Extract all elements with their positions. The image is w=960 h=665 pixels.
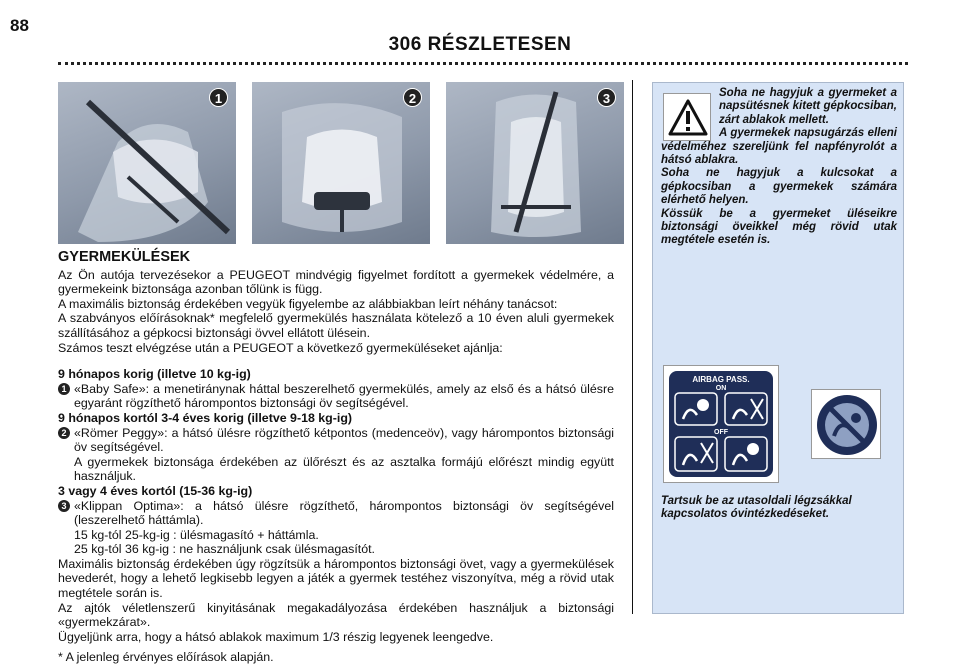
age-group-heading-1: 9 hónapos korig (illetve 10 kg-ig)	[58, 367, 251, 382]
seat-item-2	[58, 426, 614, 455]
item-number-badge: 3	[58, 500, 70, 512]
airbag-pass-sticker	[669, 371, 773, 477]
seat-item-note: A gyermekek biztonsága érdekében az ülőrészt és az asztalka formájú előrészt mindig együtt használjuk.	[74, 454, 614, 484]
item-number-badge: 2	[58, 427, 70, 439]
age-group-heading-3: 3 vagy 4 éves kortól (15-36 kg-ig)	[58, 483, 253, 498]
sidebar-paragraph: A gyermekek napsugárzás elleni védelméhez szereljünk fel napfényrolót a hátsó ablakra.	[661, 127, 897, 167]
no-airbag-prohibition-icon	[814, 392, 880, 458]
child-seat-illustration-1	[58, 82, 236, 244]
photo-baby-safe-seat	[58, 82, 236, 244]
seat-item-3	[58, 499, 614, 528]
section-heading: GYERMEKÜLÉSEK	[58, 249, 191, 265]
airbag-pass-title: AIRBAG PASS.	[692, 375, 750, 384]
sidebar-paragraph: Soha ne hagyjuk a gyermeket a napsütésnek kitett gépkocsiban, zárt ablakok mellett.	[719, 87, 897, 126]
child-seat-illustration-3	[446, 82, 624, 244]
column-divider	[632, 80, 633, 614]
seat-item-text: «Baby Safe»: a menetiránynak háttal beszerelhető gyermekülés, amely az első és a hátsó ülésre egyaránt rögzíthető hárompontos biztonsági öv segítségével.	[74, 381, 614, 411]
photo-number-badge: 3	[597, 88, 616, 107]
closing-paragraph: Maximális biztonság érdekében úgy rögzítsük a hárompontos biztonsági övet, vagy a gyermekülések hevederét, hogy a lehető legkisebb legyen a játék a gyermek testéhez viszonyítva, még a rövid utak megtétele során is.	[58, 556, 614, 601]
seat-item-text: «Klippan Optima»: a hátsó ülésre rögzíthető, hárompontos biztonsági öv segítségével (leszerelhető háttámla).	[74, 498, 614, 528]
header-divider	[58, 62, 908, 65]
child-seat-illustration-2	[252, 82, 430, 244]
footnote: * A jelenleg érvényes előírások alapján.	[58, 650, 274, 665]
photo-number-badge: 1	[209, 88, 228, 107]
airbag-pass-label	[663, 365, 779, 483]
weight-range-line: 25 kg-tól 36 kg-ig : ne használjunk csak ülésmagasítót.	[74, 542, 375, 557]
airbag-off-label: OFF	[714, 429, 728, 436]
main-text-column	[58, 250, 614, 665]
sidebar-warning-text	[661, 87, 897, 248]
sidebar-paragraph: Soha ne hagyjuk a kulcsokat a gépkocsiban a gyermekek számára elérhető helyen.	[661, 167, 897, 207]
intro-paragraph: Az Ön autója tervezésekor a PEUGEOT mindvégig figyelmet fordított a gyermekek védelmére, a gyermekeink biztonsága azonban tőlünk is függ.	[58, 267, 614, 297]
closing-paragraph: Az ajtók véletlenszerű kinyitásának megakadályozása érdekében használjuk a biztonsági «gyermekzárat».	[58, 600, 614, 630]
airbag-warning-text: Tartsuk be az utasoldali légzsákkal kapcsolatos óvintézkedéseket.	[661, 495, 852, 521]
intro-paragraph: A szabványos előírásoknak* megfelelő gyermekülés használata kötelező a 10 éven aluli gyermekek szállításához a gépkocsi biztonsági övvel ellátott ülésein.	[58, 311, 614, 340]
age-group-heading-2: 9 hónapos kortól 3-4 éves korig (illetve 9-18 kg-ig)	[58, 410, 353, 425]
intro-paragraph: Számos teszt elvégzése után a PEUGEOT a következő gyermeküléseket ajánlja:	[58, 340, 503, 355]
page-title: 306 RÉSZLETESEN	[388, 34, 572, 55]
photo-romer-peggy-seat	[252, 82, 430, 244]
page-number: 88	[10, 16, 29, 35]
weight-range-line: 15 kg-tól 25-kg-ig : ülésmagasító + háttámla.	[74, 527, 319, 542]
seat-item-text: «Römer Peggy»: a hátsó ülésre rögzíthető kétpontos (medenceöv), vagy hárompontos biztonsági öv segítségével.	[74, 425, 614, 455]
seat-item-1	[58, 382, 614, 411]
photo-klippan-optima-seat	[446, 82, 624, 244]
airbag-on-label: ON	[715, 385, 727, 392]
sidebar-paragraph: Kössük be a gyermeket üléseikre biztonsági öveikkel még rövid utak megtétele esetén is.	[661, 207, 897, 247]
intro-paragraph: A maximális biztonság érdekében vegyük figyelembe az alábbiakban leírt néhány tanácsot:	[58, 296, 558, 311]
item-number-badge: 1	[58, 383, 70, 395]
closing-paragraph: Ügyeljünk arra, hogy a hátsó ablakok maximum 1/3 részig legyenek leengedve.	[58, 629, 494, 644]
photo-number-badge: 2	[403, 88, 422, 107]
no-child-seat-airbag-label	[811, 389, 881, 459]
warning-sidebar	[652, 82, 904, 614]
